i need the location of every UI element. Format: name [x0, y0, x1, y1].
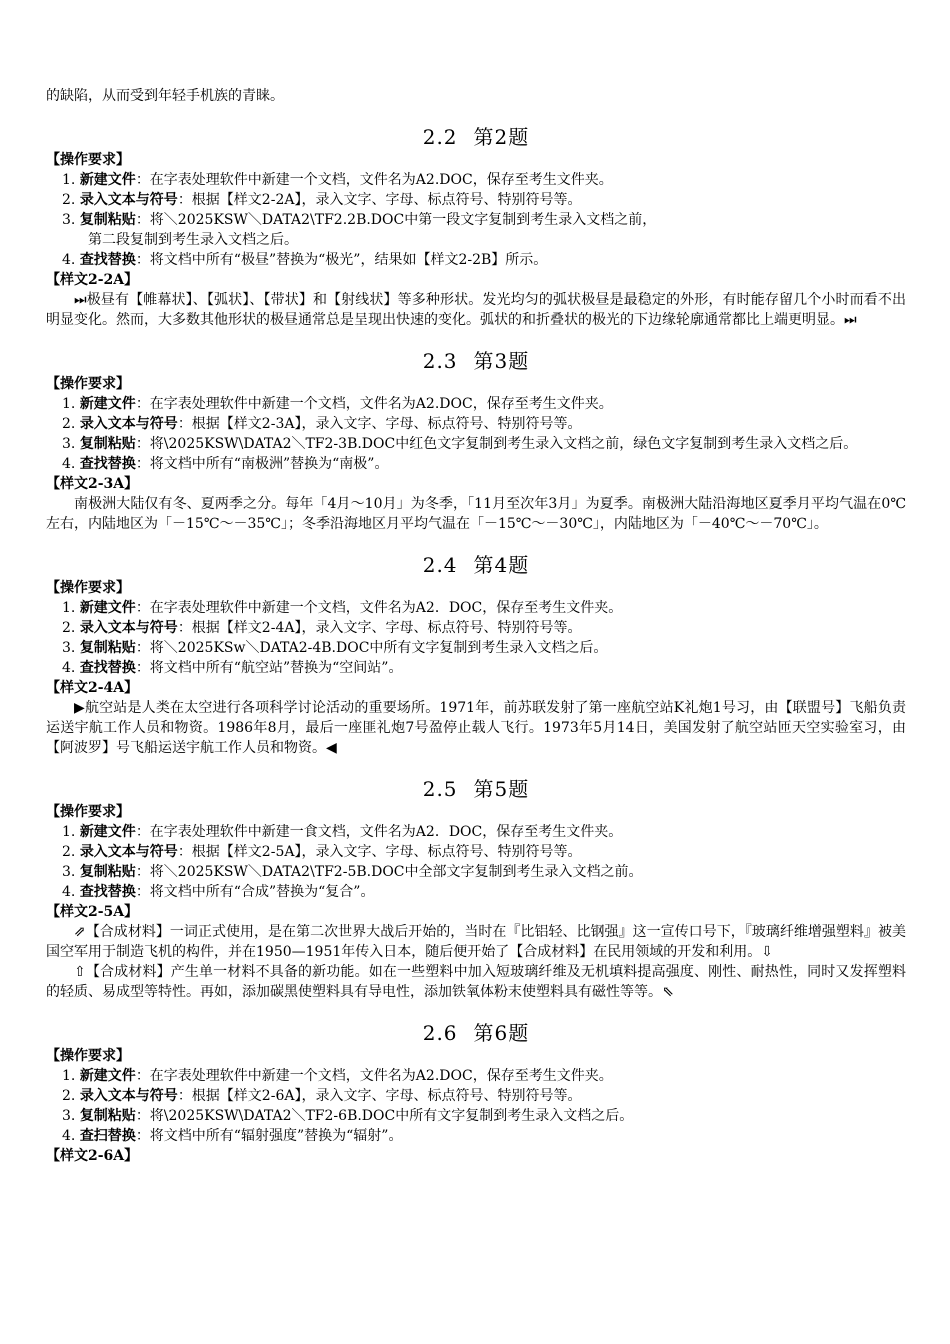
requirement-text: ：将文档中所有“航空站”替换为“空间站”。 [135, 660, 403, 676]
section [46, 124, 906, 330]
requirement-number: 3. [62, 640, 76, 656]
requirement-item [46, 882, 906, 902]
sections-container [46, 124, 906, 1166]
requirement-item [46, 658, 906, 678]
requirement-keyword: 复制粘贴 [79, 864, 136, 880]
requirement-keyword: 查找替换 [79, 660, 136, 676]
section [46, 776, 906, 1002]
requirement-number: 2. [62, 620, 76, 636]
requirement-item [46, 454, 906, 474]
section-heading: 第4题 [473, 553, 530, 577]
requirement-number: 4. [62, 660, 76, 676]
requirement-text: ：在字表处理软件中新建一个文档，文件名为A2.DOC，保存至考生文件夹。 [135, 172, 613, 188]
requirement-keyword: 录入文本与符号 [79, 620, 178, 636]
section-title [46, 776, 906, 802]
requirement-keyword: 复制粘贴 [79, 640, 136, 656]
requirement-number: 1. [62, 1068, 76, 1084]
section-title [46, 1020, 906, 1046]
requirement-keyword: 新建文件 [79, 172, 136, 188]
section-number: 2.4 [422, 553, 458, 577]
requirement-keyword: 复制粘贴 [79, 1108, 136, 1124]
requirement-text: ：在字表处理软件中新建一食文档，文件名为A2．DOC，保存至考生文件夹。 [135, 824, 623, 840]
sample-paragraph: 南极洲大陆仅有冬、夏两季之分。每年「4月～10月」为冬季，「11月至次年3月」为夏季。南极洲大陆沿海地区夏季月平均气温在0℃左右，内陆地区为「－15℃～－35℃」；冬季沿海地区月平均气温在「－15℃～－30℃」，内陆地区为「－40℃～－70℃」。 [46, 496, 906, 532]
requirement-number: 2. [62, 192, 76, 208]
requirement-number: 1. [62, 824, 76, 840]
requirement-keyword: 复制粘贴 [79, 212, 136, 228]
requirement-text: ：将＼2025KSW＼DATA2\TF2-5B.DOC中全部文字复制到考生录入文档之前。 [135, 864, 643, 880]
sample-header: 【样文2-2A】 [46, 272, 139, 288]
requirement-text: ：根据【样文2-5A】，录入文字、字母、标点符号、特别符号等。 [177, 844, 582, 860]
requirement-text: ：将文档中所有“合成”替换为“复合”。 [135, 884, 375, 900]
requirement-keyword: 查扫替换 [79, 1128, 136, 1144]
requirement-keyword: 录入文本与符号 [79, 1088, 178, 1104]
section-number: 2.2 [422, 125, 458, 149]
sample-header: 【样文2-3A】 [46, 476, 139, 492]
requirement-item [46, 1066, 906, 1086]
section-title [46, 124, 906, 150]
requirement-number: 4. [62, 884, 76, 900]
requirement-number: 2. [62, 416, 76, 432]
requirements-header: 【操作要求】 [46, 580, 130, 596]
requirement-item [46, 618, 906, 638]
requirement-number: 4. [62, 456, 76, 472]
section-heading: 第6题 [473, 1021, 530, 1045]
requirement-keyword: 查找替换 [79, 456, 136, 472]
section-number: 2.5 [422, 777, 458, 801]
requirement-text: ：根据【样文2-6A】，录入文字、字母、标点符号、特别符号等。 [177, 1088, 582, 1104]
section-heading: 第3题 [473, 349, 530, 373]
requirement-text: ：将文档中所有“辐射强度”替换为“辐射”。 [135, 1128, 403, 1144]
sample-header: 【样文2-5A】 [46, 904, 139, 920]
requirement-item [46, 1106, 906, 1126]
sample-header: 【样文2-6A】 [46, 1148, 139, 1164]
requirement-item [46, 1086, 906, 1106]
requirement-continuation: 第二段复制到考生录入文档之后。 [88, 232, 298, 248]
section [46, 1020, 906, 1166]
section-number: 2.6 [422, 1021, 458, 1045]
requirement-number: 3. [62, 1108, 76, 1124]
requirement-item [46, 1126, 906, 1146]
requirement-keyword: 录入文本与符号 [79, 192, 178, 208]
section-heading: 第2题 [473, 125, 530, 149]
requirement-number: 2. [62, 844, 76, 860]
requirement-text: ：将＼2025KSW＼DATA2\TF2.2B.DOC中第一段文字复制到考生录入文档之前， [135, 212, 657, 228]
requirement-keyword: 新建文件 [79, 1068, 136, 1084]
requirements-header: 【操作要求】 [46, 804, 130, 820]
requirement-text: ：根据【样文2-3A】，录入文字、字母、标点符号、特别符号等。 [177, 416, 582, 432]
requirement-item [46, 170, 906, 190]
requirement-item [46, 394, 906, 414]
requirement-text: ：根据【样文2-2A】，录入文字、字母、标点符号、特别符号等。 [177, 192, 582, 208]
sample-header: 【样文2-4A】 [46, 680, 139, 696]
requirement-number: 3. [62, 436, 76, 452]
sample-paragraph: ⏭极昼有【帷幕状】、【弧状】、【带状】和【射线状】等多种形状。发光均匀的弧状极昼是最稳定的外形，有时能存留几个小时而看不出明显变化。然而，大多数其他形状的极昼通常总是呈现出快速的变化。弧状的和折叠状的极光的下边缘轮廓通常都比上端更明显。⏭ [46, 292, 906, 328]
section-heading: 第5题 [473, 777, 530, 801]
requirement-text: ：将文档中所有“极昼”替换为“极光”，结果如【样文2-2B】所示。 [135, 252, 548, 268]
requirement-item [46, 598, 906, 618]
requirement-keyword: 查找替换 [79, 884, 136, 900]
requirement-item [46, 434, 906, 454]
requirement-keyword: 新建文件 [79, 824, 136, 840]
requirement-number: 4. [62, 1128, 76, 1144]
requirements-header: 【操作要求】 [46, 376, 130, 392]
section [46, 348, 906, 534]
requirement-number: 1. [62, 600, 76, 616]
requirement-keyword: 复制粘贴 [79, 436, 136, 452]
requirement-number: 2. [62, 1088, 76, 1104]
requirement-keyword: 录入文本与符号 [79, 416, 178, 432]
requirement-text: ：在字表处理软件中新建一个文档，文件名为A2．DOC，保存至考生文件夹。 [135, 600, 623, 616]
requirement-number: 1. [62, 172, 76, 188]
requirement-number: 3. [62, 864, 76, 880]
requirement-item [46, 862, 906, 882]
requirement-keyword: 录入文本与符号 [79, 844, 178, 860]
requirement-item [46, 414, 906, 434]
requirement-item [46, 210, 906, 230]
requirement-text: ：将\2025KSW\DATA2＼TF2-6B.DOC中所有文字复制到考生录入文档之后。 [135, 1108, 634, 1124]
document-page [46, 86, 906, 1166]
section-number: 2.3 [422, 349, 458, 373]
requirement-keyword: 新建文件 [79, 600, 136, 616]
requirement-text: ：将文档中所有“南极洲”替换为“南极”。 [135, 456, 389, 472]
section-title [46, 552, 906, 578]
requirement-item [46, 190, 906, 210]
sample-paragraph: ⇗【合成材料】一词正式使用，是在第二次世界大战后开始的，当时在『比铝轻、比钢强』这一宣传口号下，『玻璃纤维增强塑料』被美国空军用于制造飞机的构件，并在1950—1951年传入日本，随后便开始了【合成材料】在民用领域的开发和利用。⇩ [46, 924, 906, 960]
requirement-text: ：在字表处理软件中新建一个文档，文件名为A2.DOC，保存至考生文件夹。 [135, 396, 613, 412]
section [46, 552, 906, 758]
requirement-text: ：将\2025KSW\DATA2＼TF2-3B.DOC中红色文字复制到考生录入文档之前，绿色文字复制到考生录入文档之后。 [135, 436, 858, 452]
requirement-number: 1. [62, 396, 76, 412]
continued-paragraph: 的缺陷，从而受到年轻手机族的青睐。 [46, 88, 284, 104]
section-title [46, 348, 906, 374]
requirement-number: 3. [62, 212, 76, 228]
requirement-text: ：将＼2025KSw＼DATA2-4B.DOC中所有文字复制到考生录入文档之后。 [135, 640, 608, 656]
requirement-item [46, 638, 906, 658]
requirements-header: 【操作要求】 [46, 1048, 130, 1064]
requirement-item [46, 250, 906, 270]
requirement-text: ：在字表处理软件中新建一个文档，文件名为A2.DOC，保存至考生文件夹。 [135, 1068, 613, 1084]
requirement-keyword: 新建文件 [79, 396, 136, 412]
requirement-keyword: 查找替换 [79, 252, 136, 268]
requirement-number: 4. [62, 252, 76, 268]
requirement-item [46, 822, 906, 842]
requirement-item [46, 842, 906, 862]
requirement-text: ：根据【样文2-4A】，录入文字、字母、标点符号、特别符号等。 [177, 620, 582, 636]
sample-paragraph: ▶航空站是人类在太空进行各项科学讨论活动的重要场所。1971年，前苏联发射了第一座航空站K礼炮1号习，由【联盟号】飞船负责运送宇航工作人员和物资。1986年8月，最后一座匪礼炮7号盈停止载人飞行。1973年5月14日，美国发射了航空站匝天空实验室习，由【阿波罗】号飞船运送宇航工作人员和物资。◀ [46, 700, 906, 756]
sample-paragraph: ⇧【合成材料】产生单一材料不具备的新功能。如在一些塑料中加入短玻璃纤维及无机填料提高强度、刚性、耐热性，同时又发挥塑料的轻质、易成型等特性。再如，添加碳黑使塑料具有导电性，添加铁氧体粉末使塑料具有磁性等等。⇖ [46, 964, 906, 1000]
requirements-header: 【操作要求】 [46, 152, 130, 168]
